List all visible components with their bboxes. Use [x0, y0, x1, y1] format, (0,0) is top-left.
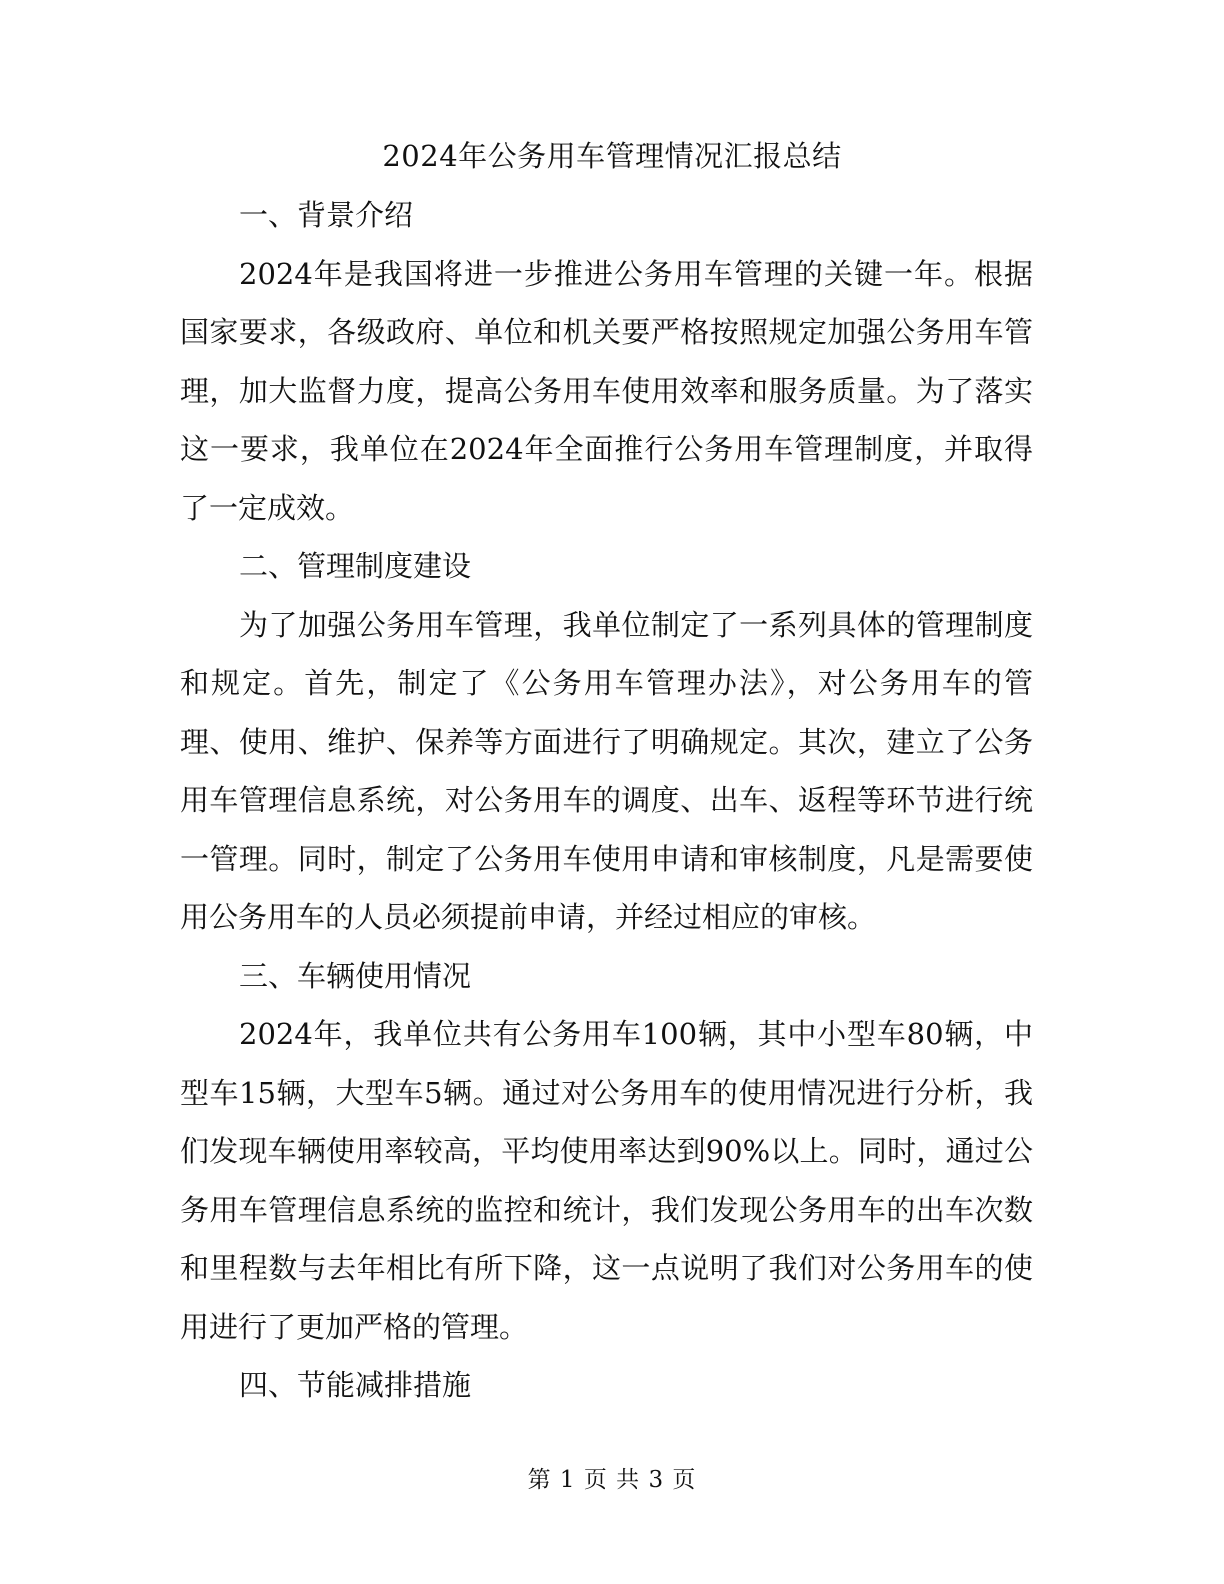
section-paragraph-background: 2024年是我国将进一步推进公务用车管理的关键一年。根据国家要求，各级政府、单位和机关要严格按照规定加强公务用车管理，加大监督力度，提高公务用车使用效率和服务质量。为了落实这一要求，我单位在2024年全面推行公务用车管理制度，并取得了一定成效。: [180, 256, 1033, 525]
section-heading-background: 一、背景介绍: [239, 198, 414, 232]
section-heading-vehicle-usage: 三、车辆使用情况: [239, 958, 472, 993]
document-title: 2024年公务用车管理情况汇报总结: [382, 139, 842, 173]
document-body: [180, 186, 1033, 1415]
section-paragraph-vehicle-usage: 2024年，我单位共有公务用车100辆，其中小型车80辆，中型车15辆，大型车5辆。通过对公务用车的使用情况进行分析，我们发现车辆使用率较高，平均使用率达到90%以上。同时，通过公务用车管理信息系统的监控和统计，我们发现公务用车的出车次数和里程数与去年相比有所下降，这一点说明了我们对公务用车的使用进行了更加严格的管理。: [180, 1017, 1033, 1344]
page-number-footer: 第 1 页 共 3 页: [527, 1467, 697, 1493]
section-heading-energy-saving: 四、节能减排措施: [239, 1368, 472, 1402]
section-paragraph-management-system: 为了加强公务用车管理，我单位制定了一系列具体的管理制度和规定。首先，制定了《公务用车管理办法》，对公务用车的管理、使用、维护、保养等方面进行了明确规定。其次，建立了公务用车管理信息系统，对公务用车的调度、出车、返程等环节进行统一管理。同时，制定了公务用车使用申请和审核制度，凡是需要使用公务用车的人员必须提前申请，并经过相应的审核。: [180, 607, 1033, 934]
section-heading-management-system: 二、管理制度建设: [239, 549, 472, 583]
